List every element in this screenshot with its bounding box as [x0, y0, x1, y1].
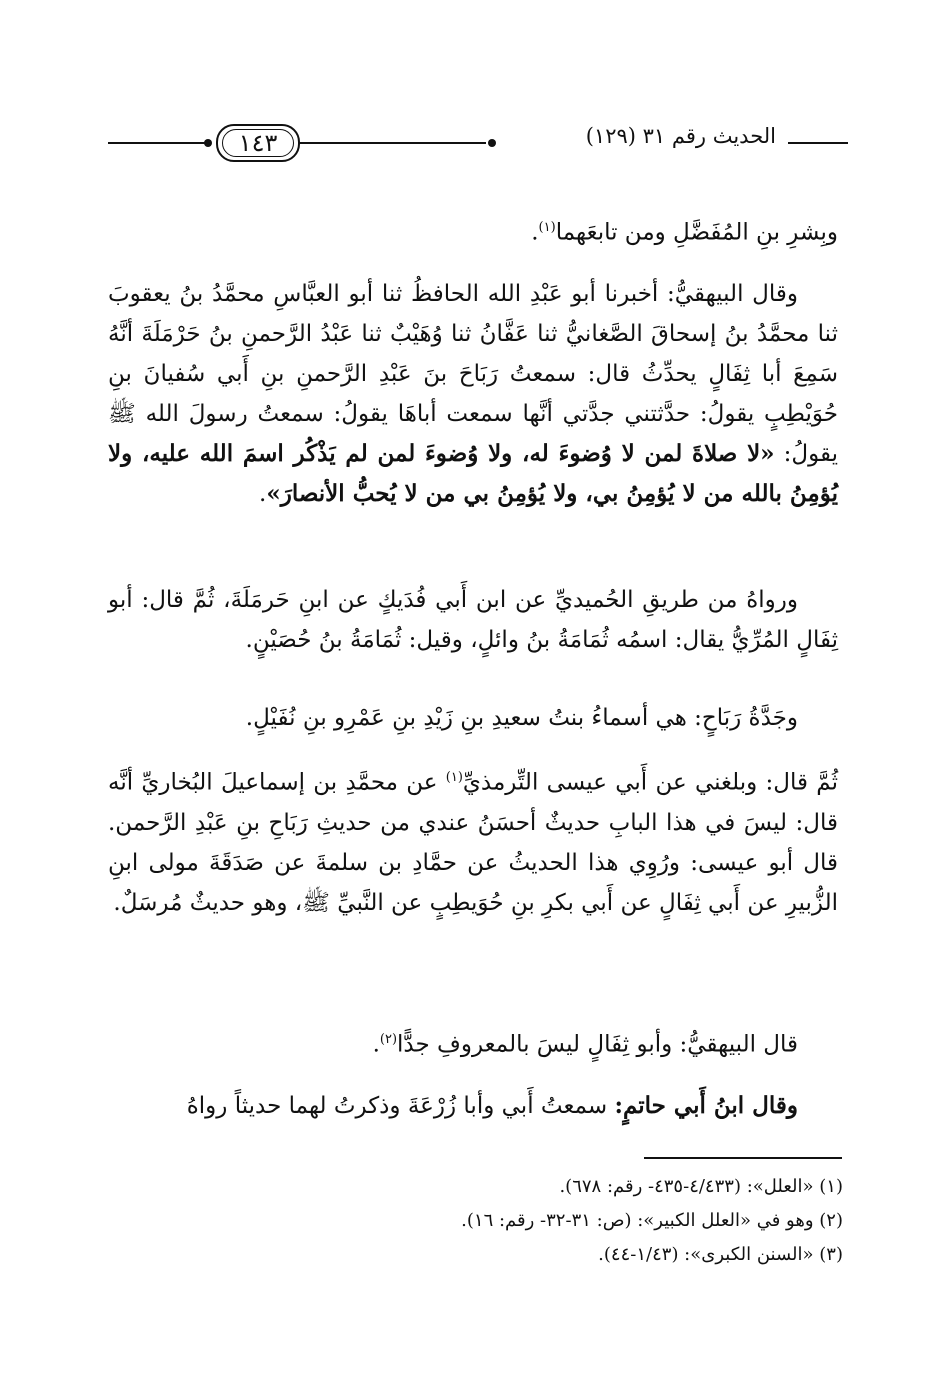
paragraph-7 [108, 1086, 838, 1126]
paragraph-text: ثُمَّ قال: وبلغني عن أَبي عيسى التِّرمذيِّ [462, 769, 838, 796]
page-number-cartouche [216, 124, 300, 162]
header-rule-right [788, 142, 848, 144]
footnote-ref: (١) [445, 770, 463, 785]
paragraph-text: قال البيهقيُّ: وأبو ثِفَالٍ ليسَ بالمعروفِ جدًّا [397, 1031, 798, 1058]
paragraph-text: وقال البيهقيُّ: أخبرنا أبو عَبْدِ الله الحافظُ ثنا أبو العبَّاسِ محمَّدُ بنُ يعقوبَ ثنا محمَّدُ بنُ إسحاقَ الصَّغانيُّ ثنا عَفَّانُ ثنا وُهَيْبٌ ثنا عَبْدُ الرَّحمنِ بنُ حَرْمَلَةَ أنَّهُ سَمِعَ أبا ثِفَالٍ يحدِّثُ قال: سمعتُ رَبَاحَ بنَ عَبْدِ الرَّحمنِ بنِ أَبي سُفيانَ بنِ حُوَيْطِبٍ يقولُ: حدَّثتني جدَّتي أنَّها سمعت أباهَا يقولُ: سمعتُ رسولَ الله ﷺ يقولُ: [108, 281, 838, 467]
footnote-ref: (١) [538, 220, 556, 235]
paragraph-5 [108, 758, 838, 923]
footnote-3: (٣) «السنن الكبرى»: (١/٤٣-٤٤). [598, 1244, 843, 1265]
footnote-ref: (٢) [379, 1032, 398, 1047]
header-ornament-dot [488, 139, 496, 147]
paragraph-6: قال البيهقيُّ: وأبو ثِفَالٍ ليسَ بالمعروفِ جدًّا$^{(٢)}$. [372, 1031, 798, 1058]
page-number: ١٤٣ [238, 129, 278, 157]
paragraph-text: وجَدَّةُ رَبَاحٍ: هي أسماءُ بنتُ سعيدِ بنِ زَيْدِ بنِ عَمْرِو بنِ نُفَيْلٍ. [245, 705, 798, 731]
footnote-separator [644, 1157, 842, 1159]
paragraph-2: وقال البيهقيُّ: أخبرنا أبو عَبْدِ الله الحافظُ ثنا أبو العبَّاسِ محمَّدُ بنُ يعقوبَ ثنا محمَّدُ بنُ إسحاقَ الصَّغانيُّ ثنا عَفَّانُ ثنا وُهَيْبٌ ثنا عَبْدُ الرَّحمنِ بنُ حَرْمَلَةَ أنَّهُ سَمِعَ أبا ثِفَالٍ يحدِّثُ قال: سمعتُ رَبَاحَ بنَ عَبْدِ الرَّحمنِ بنِ أَبي سُفيانَ بنِ حُوَيْطِبٍ يقولُ: حدَّثتني جدَّتي أنَّها سمعت أباهَا يقولُ: سمعتُ رسولَ الله ﷺ يقولُ: «لا صلاةَ لمن لا وُضوءَ له، ولا وُضوءَ لمن لم يَذْكُر اسمَ الله عليه، ولا يُؤمِنُ بالله من لا يُؤمِنُ بي، ولا يُؤمِنُ بي من لا يُحبُّ الأنصارَ». [108, 281, 838, 507]
paragraph-text: سمعتُ أَبي وأبا زُرْعَةَ وذكرتُ لهما حديثاً رواهُ [186, 1093, 615, 1119]
paragraph-4 [108, 698, 838, 738]
header-title: الحديث رقم ٣١ (١٢٩) [585, 124, 776, 148]
paragraph-3 [108, 580, 838, 660]
footnotes [108, 1170, 843, 1272]
paragraph-text: وبِشرِ بنِ المُفَضَّلِ ومن تابعَهما [555, 219, 838, 246]
header-rule-middle [298, 142, 486, 144]
paragraph-1: وبِشرِ بنِ المُفَضَّلِ ومن تابعَهما$^{(١)}$. [531, 219, 838, 246]
paragraph-text: ورواهُ من طريقِ الحُميديِّ عن ابن أَبي فُدَيكٍ عن ابنِ حَرمَلَةَ، ثُمَّ قال: أبو ثِفَالٍ المُرِّيُّ يقال: اسمُه ثُمَامَةُ بنُ وائلٍ، وقيل: ثُمَامَةُ بنُ حُصَيْنٍ. [108, 587, 838, 653]
paragraph-lead: وقال ابنُ أَبي حاتمٍ: [614, 1092, 798, 1119]
paragraph-text: عن محمَّدِ بن إسماعيلَ البُخاريِّ أنَّه قال: ليسَ في هذا البابِ حديثٌ أحسَنُ عندي من حديثِ رَبَاحِ بنِ عَبْدِ الرَّحمن. قال أبو عيسى: ورُوِي هذا الحديثُ عن حمَّادِ بن سلمةَ عن صَدَقَةَ مولى ابنِ الزُّبيرِ عن أَبي ثِفَالٍ عن أَبي بكرِ بنِ حُوَيطِبٍ عن النَّبيِّ ﷺ، وهو حديثٌ مُرسَلٌ. [108, 769, 838, 916]
running-header [108, 118, 848, 168]
footnote-2: (٢) وهو في «العلل الكبير»: (ص: ٣١-٣٢- رقم: ١٦). [461, 1210, 843, 1231]
hadith-quote: «لا صلاةَ لمن لا وُضوءَ له، ولا وُضوءَ لمن لم يَذْكُر اسمَ الله عليه، ولا يُؤمِنُ بالله من لا يُؤمِنُ بي، ولا يُؤمِنُ بي من لا يُحبُّ الأنصارَ» [108, 440, 838, 507]
footnote-1: (١) «العلل»: (٤/٤٣٣-٤٣٥- رقم: ٦٧٨). [559, 1176, 843, 1197]
header-rule-left [108, 142, 208, 144]
